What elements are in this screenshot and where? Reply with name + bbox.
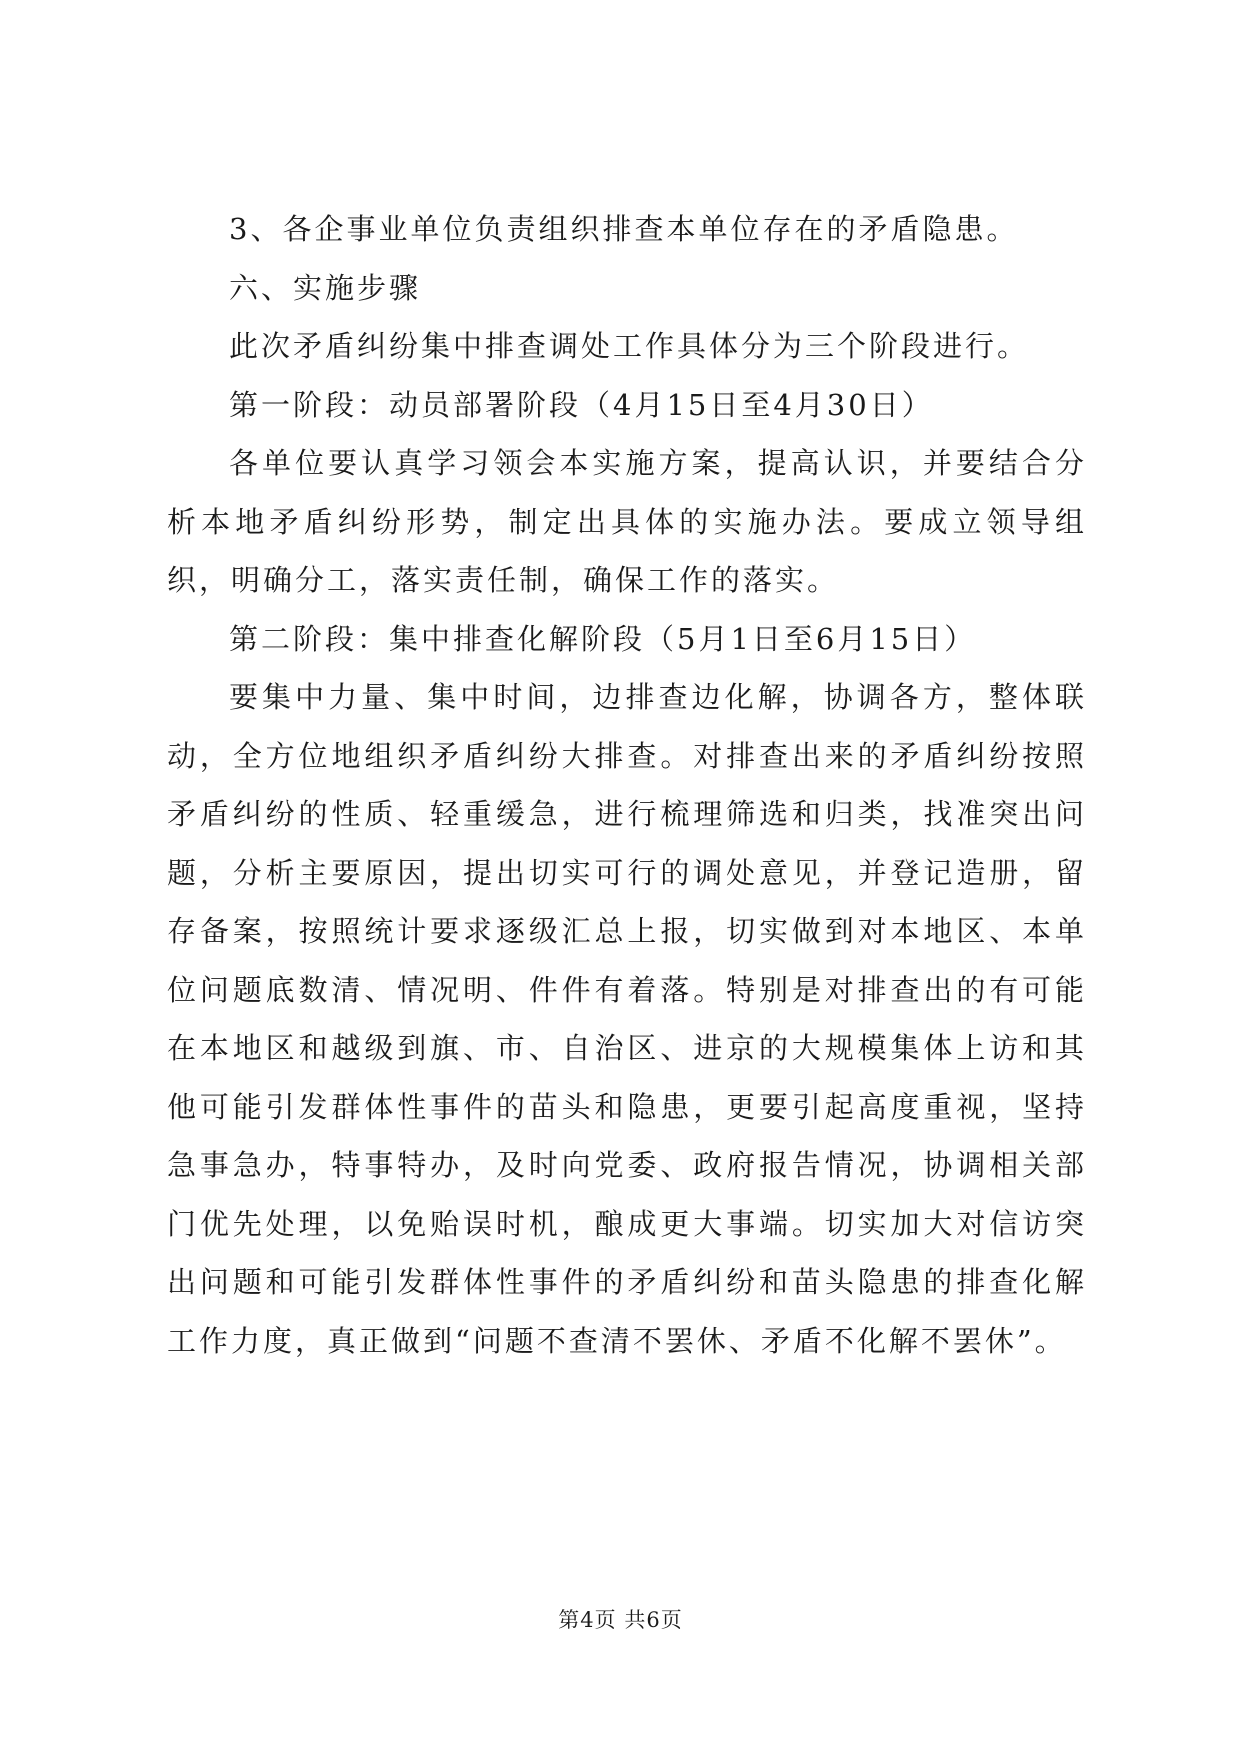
stage-two-heading: 第二阶段：集中排查化解阶段（5月1日至6月15日）	[229, 621, 977, 656]
paragraph-item-3: 3、各企事业单位负责组织排查本单位存在的矛盾隐患。	[229, 212, 1019, 246]
stage-two-paragraph: 要集中力量、集中时间，边排查边化解，协调各方，整体联动，全方位地组织矛盾纠纷大排查。对排查出来的矛盾纠纷按照矛盾纠纷的性质、轻重缓急，进行梳理筛选和归类，找准突出问题，分析主要原因，提出切实可行的调处意见，并登记造册，留存备案，按照统计要求逐级汇总上报，切实做到对本地区、本单位问题底数清、情况明、件件有着落。特别是对排查出的有可能在本地区和越级到旗、市、自治区、进京的大规模集体上访和其他可能引发群体性事件的苗头和隐患，更要引起高度重视，坚持急事急办，特事特办，及时向党委、政府报告情况，协调相关部门优先处理，以免贻误时机，酿成更大事端。切实加大对信访突出问题和可能引发群体性事件的矛盾纠纷和苗头隐患的排查化解工作力度，真正做到“问题不查清不罢休、矛盾不化解不罢休”。	[167, 680, 1087, 1358]
stage-one-heading: 第一阶段：动员部署阶段（4月15日至4月30日）	[229, 387, 934, 422]
section-heading-implementation-steps: 六、实施步骤	[229, 270, 422, 305]
document-body	[167, 200, 1087, 1370]
stage-one-paragraph: 各单位要认真学习领会本实施方案，提高认识，并要结合分析本地矛盾纠纷形势，制定出具体的实施办法。要成立领导组织，明确分工，落实责任制，确保工作的落实。	[167, 446, 1087, 597]
paragraph-stages-intro: 此次矛盾纠纷集中排查调处工作具体分为三个阶段进行。	[229, 329, 1030, 363]
page-number-footer: 第4页 共6页	[558, 1608, 683, 1632]
